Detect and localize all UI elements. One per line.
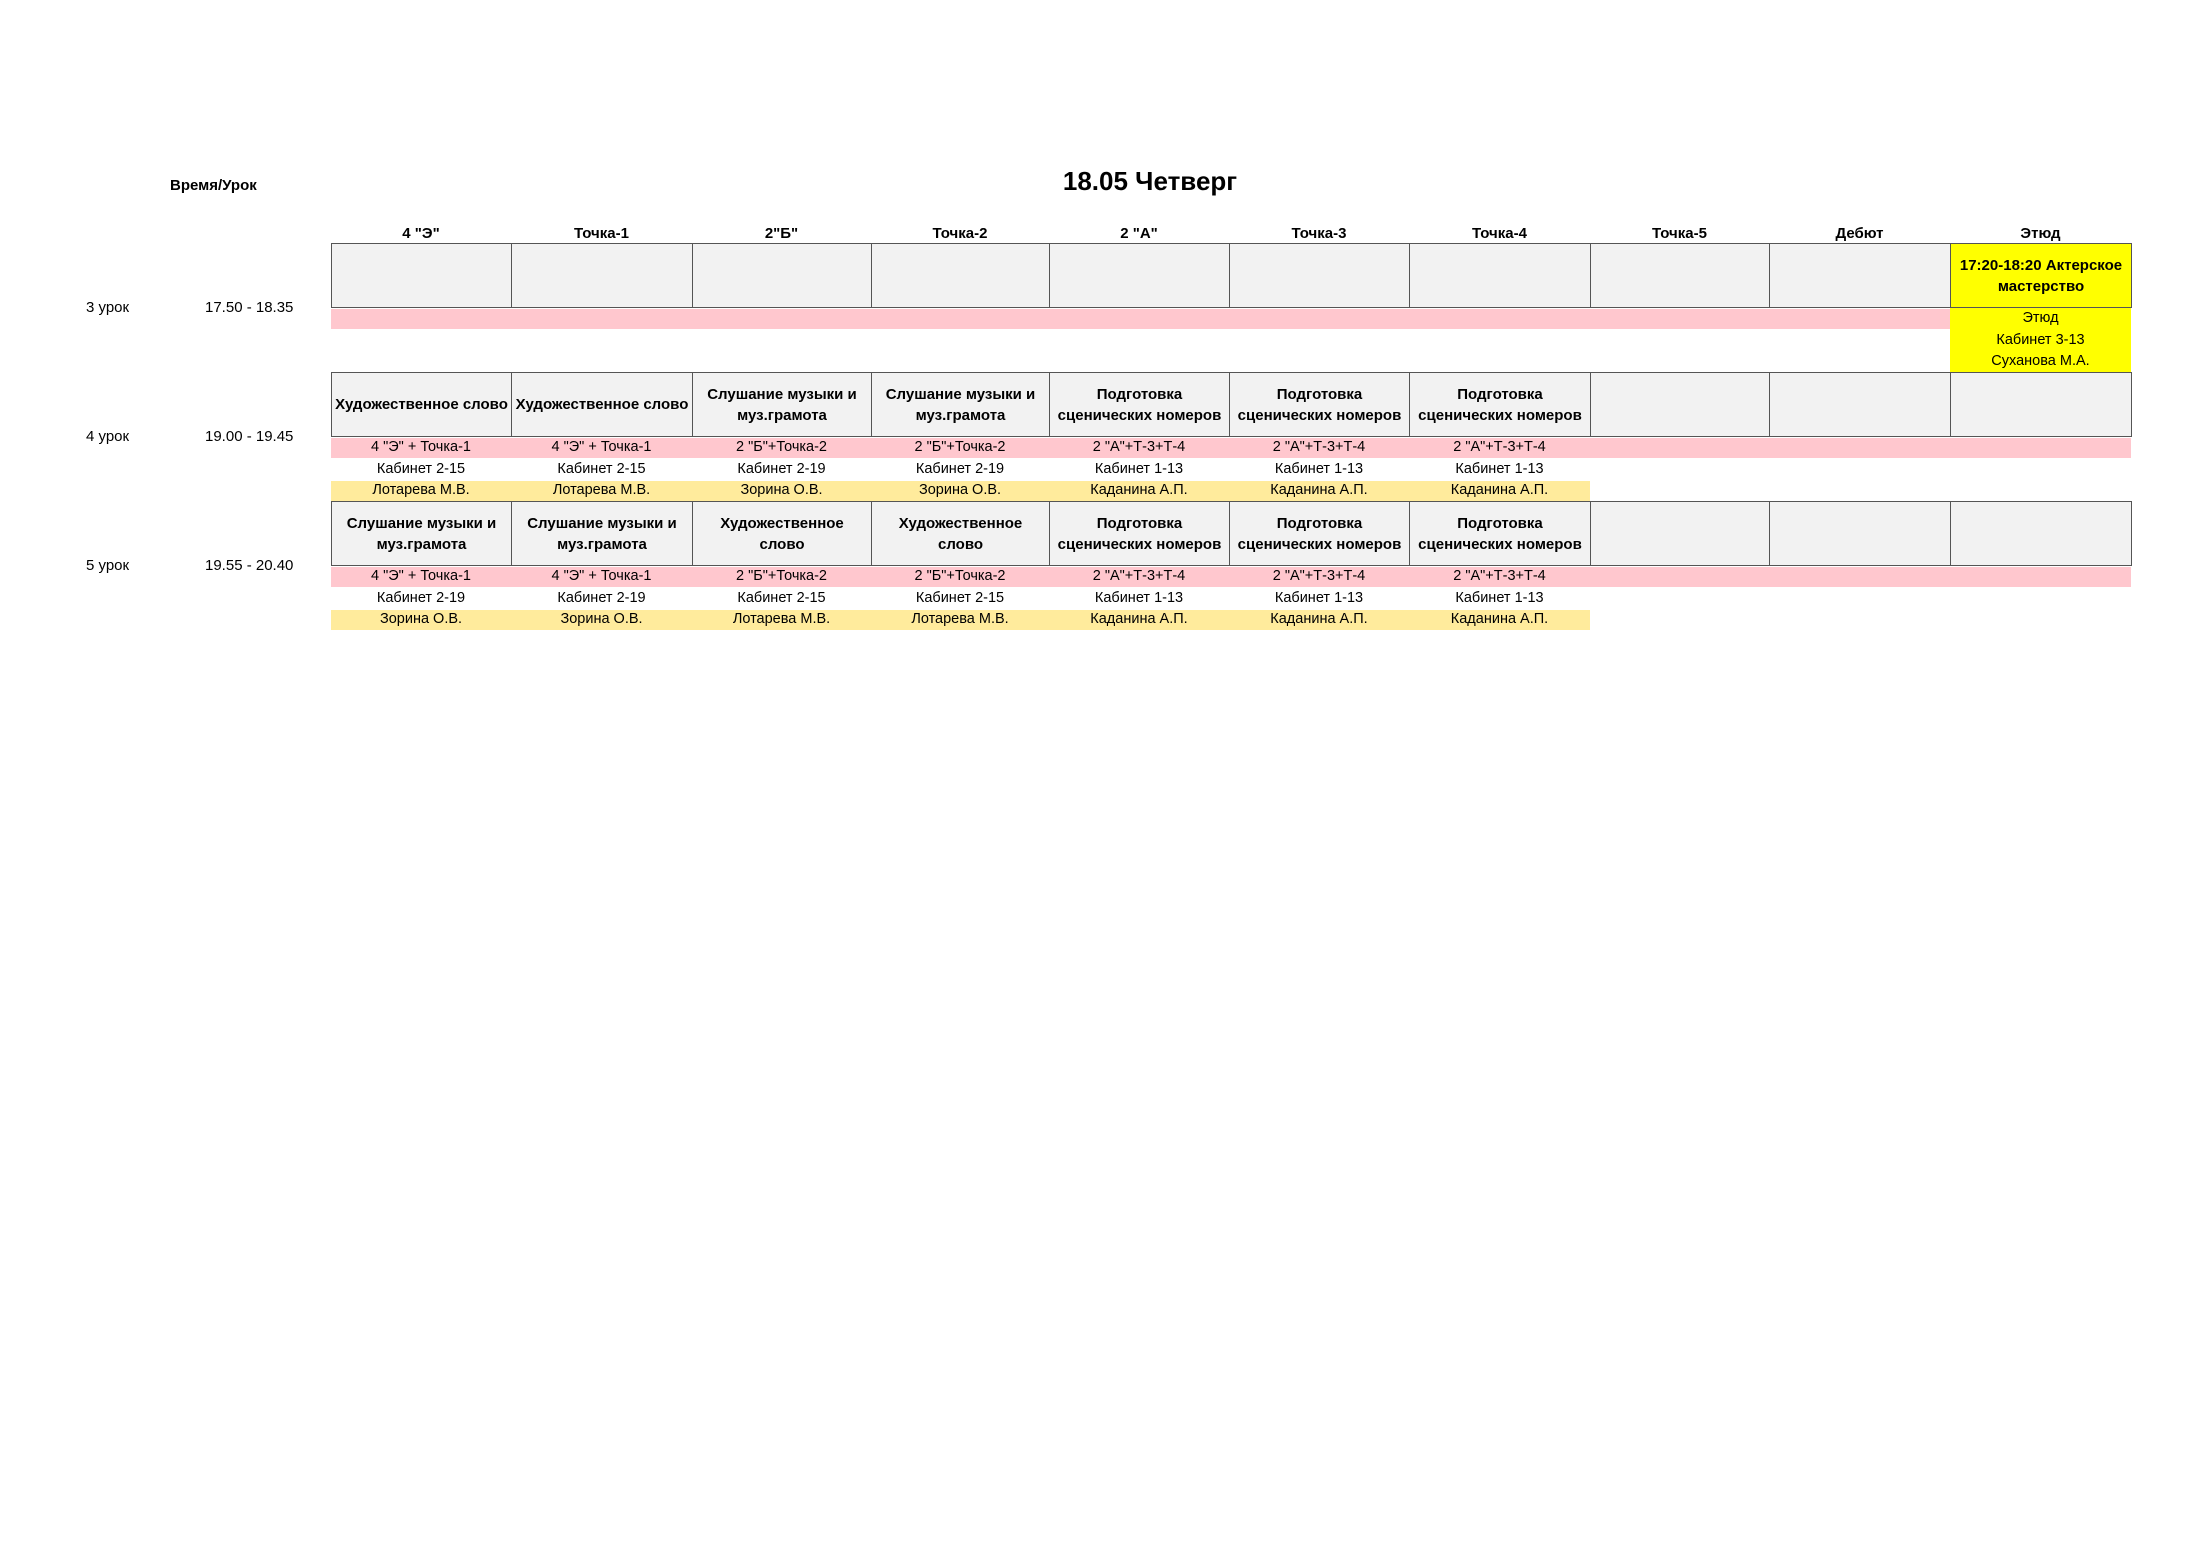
room-label	[692, 330, 871, 351]
column-header: Точка-4	[1472, 225, 1527, 242]
teacher-label: Суханова М.А.	[1991, 353, 2090, 369]
teacher-label	[871, 351, 1049, 372]
lesson-cell[interactable]	[331, 243, 512, 308]
group-label	[1590, 308, 1769, 329]
teacher-label: Каданина А.П.	[1090, 482, 1188, 498]
room-label: Кабинет 1-13	[1094, 460, 1184, 477]
group-label	[1590, 437, 1769, 458]
group-label	[871, 308, 1049, 329]
teacher-label: Каданина А.П.	[1450, 611, 1549, 627]
teacher-label	[1950, 480, 2131, 501]
group-label: 2 "А"+Т-3+Т-4	[1092, 439, 1186, 455]
teacher-label	[1769, 609, 1950, 630]
lesson-cell[interactable]: Подготовка сценических номеров	[1049, 501, 1230, 566]
room-label	[1590, 330, 1769, 351]
group-label: 4 "Э" + Точка-1	[371, 568, 471, 584]
lesson-cell[interactable]	[1409, 243, 1591, 308]
column-header: 2"Б"	[764, 225, 799, 242]
lesson-cell[interactable]: Художественное слово	[331, 372, 512, 437]
teacher-label	[1769, 351, 1950, 372]
lesson-cell[interactable]	[1229, 243, 1410, 308]
lesson-time: 17.50 - 18.35	[205, 299, 294, 316]
teacher-label	[1590, 609, 1769, 630]
room-label	[1769, 588, 1950, 609]
column-header: 2 "А"	[1120, 225, 1158, 242]
lesson-cell[interactable]	[1590, 372, 1770, 437]
room-label	[1950, 459, 2131, 480]
room-label	[1590, 588, 1769, 609]
lesson-cell[interactable]: Подготовка сценических номеров	[1049, 372, 1230, 437]
room-label: Кабинет 2-19	[737, 460, 826, 477]
teacher-label	[1590, 480, 1769, 501]
teacher-label: Каданина А.П.	[1270, 611, 1368, 627]
lesson-cell[interactable]: Художественное слово	[511, 372, 693, 437]
group-label: 2 "Б"+Точка-2	[735, 568, 827, 584]
teacher-label: Лотарева М.В.	[732, 611, 831, 627]
lesson-cell[interactable]: Слушание музыки и муз.грамота	[692, 372, 872, 437]
group-label: 4 "Э" + Точка-1	[551, 568, 652, 584]
lesson-cell[interactable]: Слушание музыки и муз.грамота	[511, 501, 693, 566]
lesson-cell[interactable]: Подготовка сценических номеров	[1229, 501, 1410, 566]
room-label	[1229, 330, 1409, 351]
column-header: Точка-5	[1652, 225, 1707, 242]
room-label: Кабинет 2-15	[557, 460, 646, 477]
lesson-cell[interactable]	[1590, 243, 1770, 308]
column-header: 4 "Э"	[402, 225, 440, 242]
lesson-cell[interactable]	[1769, 243, 1951, 308]
lesson-cell[interactable]	[871, 243, 1050, 308]
room-label	[331, 330, 511, 351]
room-label: Кабинет 2-19	[376, 589, 466, 606]
room-label: Кабинет 2-15	[915, 589, 1005, 606]
lesson-cell[interactable]: 17:20-18:20 Актерское мастерство	[1950, 243, 2132, 308]
teacher-label	[1409, 351, 1590, 372]
lesson-cell[interactable]	[1049, 243, 1230, 308]
lesson-cell[interactable]: Художественное слово	[692, 501, 872, 566]
group-label: 2 "Б"+Точка-2	[735, 439, 827, 455]
group-label	[1950, 437, 2131, 458]
room-label: Кабинет 1-13	[1455, 460, 1544, 477]
group-label: Этюд	[2022, 310, 2059, 326]
group-label	[1769, 437, 1950, 458]
teacher-label	[1229, 351, 1409, 372]
teacher-label	[1049, 351, 1229, 372]
room-label	[1769, 459, 1950, 480]
room-label	[511, 330, 692, 351]
teacher-label	[692, 351, 871, 372]
room-label	[1950, 588, 2131, 609]
corner-label: Время/Урок	[170, 177, 257, 194]
room-label: Кабинет 2-15	[737, 589, 826, 606]
lesson-cell[interactable]: Слушание музыки и муз.грамота	[331, 501, 512, 566]
group-label: 2 "А"+Т-3+Т-4	[1272, 568, 1366, 584]
page-title: 18.05 Четверг	[1062, 166, 1238, 196]
column-header: Точка-1	[574, 225, 629, 242]
teacher-label: Каданина А.П.	[1270, 482, 1368, 498]
room-label	[1769, 330, 1950, 351]
teacher-label: Лотарева М.В.	[911, 611, 1009, 627]
group-label: 4 "Э" + Точка-1	[371, 439, 471, 455]
column-header: Дебют	[1835, 225, 1884, 242]
group-label: 2 "Б"+Точка-2	[914, 439, 1006, 455]
group-label	[331, 308, 511, 329]
room-label: Кабинет 1-13	[1274, 589, 1364, 606]
lesson-cell[interactable]: Слушание музыки и муз.грамота	[871, 372, 1050, 437]
lesson-label: 3 урок	[86, 299, 130, 316]
column-header: Точка-3	[1291, 225, 1347, 242]
lesson-cell[interactable]	[1590, 501, 1770, 566]
group-label	[1409, 308, 1590, 329]
lesson-label: 5 урок	[86, 557, 130, 574]
group-label	[692, 308, 871, 329]
lesson-time: 19.00 - 19.45	[205, 428, 294, 445]
teacher-label	[331, 351, 511, 372]
lesson-cell[interactable]: Подготовка сценических номеров	[1409, 501, 1591, 566]
group-label	[1950, 566, 2131, 587]
lesson-time: 19.55 - 20.40	[205, 557, 294, 574]
group-label	[1229, 308, 1409, 329]
lesson-cell[interactable]: Подготовка сценических номеров	[1409, 372, 1591, 437]
teacher-label	[1590, 351, 1769, 372]
group-label: 2 "А"+Т-3+Т-4	[1453, 439, 1546, 455]
room-label	[1590, 459, 1769, 480]
column-header: Этюд	[2020, 225, 2061, 242]
group-label	[1049, 308, 1229, 329]
group-label: 2 "А"+Т-3+Т-4	[1092, 568, 1186, 584]
room-label: Кабинет 1-13	[1455, 589, 1544, 606]
group-label	[511, 308, 692, 329]
teacher-label: Каданина А.П.	[1450, 482, 1549, 498]
column-header: Точка-2	[932, 225, 988, 242]
group-label: 2 "Б"+Точка-2	[914, 568, 1006, 584]
room-label	[871, 330, 1049, 351]
room-label	[1409, 330, 1590, 351]
teacher-label: Зорина О.В.	[560, 611, 643, 627]
lesson-cell[interactable]	[511, 243, 693, 308]
lesson-cell[interactable]	[1769, 372, 1951, 437]
group-label: 2 "А"+Т-3+Т-4	[1272, 439, 1366, 455]
teacher-label: Зорина О.В.	[740, 482, 823, 498]
lesson-label: 4 урок	[86, 428, 130, 445]
lesson-cell[interactable]: Подготовка сценических номеров	[1229, 372, 1410, 437]
teacher-label: Каданина А.П.	[1090, 611, 1188, 627]
teacher-label: Лотарева М.В.	[552, 482, 651, 498]
lesson-cell[interactable]: Художественное слово	[871, 501, 1050, 566]
lesson-cell[interactable]	[1769, 501, 1951, 566]
group-label	[1769, 308, 1950, 329]
group-label: 2 "А"+Т-3+Т-4	[1453, 568, 1546, 584]
lesson-cell[interactable]	[1950, 501, 2132, 566]
room-label: Кабинет 2-19	[557, 589, 646, 606]
teacher-label: Лотарева М.В.	[372, 482, 470, 498]
group-label	[1590, 566, 1769, 587]
lesson-cell[interactable]	[692, 243, 872, 308]
room-label: Кабинет 3-13	[1996, 331, 2085, 348]
room-label	[1049, 330, 1229, 351]
teacher-label	[1769, 480, 1950, 501]
teacher-label: Зорина О.В.	[918, 482, 1002, 498]
room-label: Кабинет 2-15	[376, 460, 466, 477]
group-label	[1769, 566, 1950, 587]
teacher-label: Зорина О.В.	[379, 611, 463, 627]
teacher-label	[1950, 609, 2131, 630]
room-label: Кабинет 1-13	[1094, 589, 1184, 606]
group-label: 4 "Э" + Точка-1	[551, 439, 652, 455]
room-label: Кабинет 1-13	[1274, 460, 1364, 477]
room-label: Кабинет 2-19	[915, 460, 1005, 477]
lesson-cell[interactable]	[1950, 372, 2132, 437]
teacher-label	[511, 351, 692, 372]
